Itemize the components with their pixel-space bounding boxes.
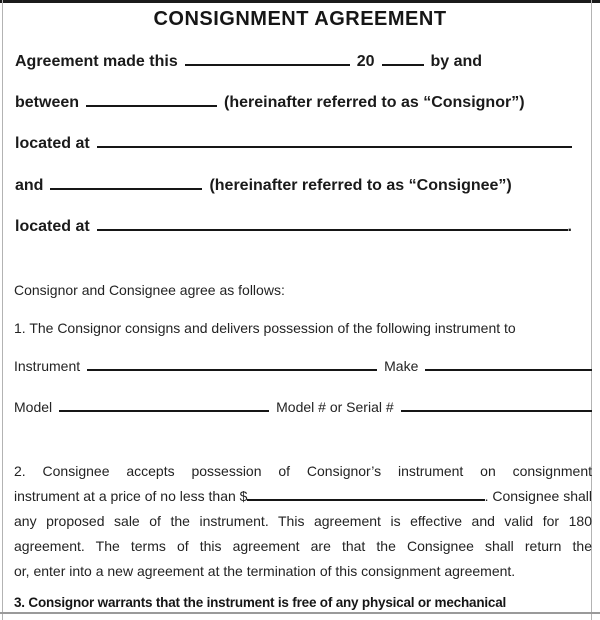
line-period: . xyxy=(567,218,572,235)
fill-blank-day-month xyxy=(185,64,350,66)
fill-blank-consignee-address xyxy=(97,229,568,231)
consignee-address-line xyxy=(15,217,572,237)
instrument-label: Instrument xyxy=(14,358,81,374)
instrument-make-row xyxy=(14,357,592,375)
make-label: Make xyxy=(384,358,419,374)
clause-2-line-5: or, enter into a new agreement at the termination of this consignment agreement. xyxy=(14,563,516,579)
consignor-address-line xyxy=(15,134,572,154)
agreement-date-text: Agreement made this xyxy=(15,53,178,70)
fill-blank-serial xyxy=(401,410,592,412)
fill-blank-make xyxy=(425,369,592,371)
between-text: between xyxy=(15,94,80,111)
year-prefix: 20 xyxy=(356,53,375,70)
clause-2-line-3: any proposed sale of the instrument. This agreement is effective and valid for 180 xyxy=(14,513,592,529)
fill-blank-instrument xyxy=(87,369,377,371)
agreement-date-line xyxy=(15,52,482,72)
located-at-text-1: located at xyxy=(15,135,90,152)
clause-3-text: 3. Consignor warrants that the instrument is free of any physical or mechanical xyxy=(14,595,507,610)
clause-2-line-2 xyxy=(14,487,592,505)
fill-blank-year xyxy=(382,64,424,66)
fill-blank-consignor-address xyxy=(97,146,572,148)
fill-blank-model xyxy=(59,410,269,412)
page-border-left xyxy=(2,0,3,620)
price-suffix-text: . Consignee shall xyxy=(484,488,592,504)
consignor-name-line xyxy=(15,93,525,113)
and-text: and xyxy=(15,177,44,194)
fill-blank-consignor-name xyxy=(86,105,217,107)
document-title: CONSIGNMENT AGREEMENT xyxy=(153,8,447,30)
model-serial-row xyxy=(14,398,592,416)
model-label: Model xyxy=(14,399,53,415)
clause-2-line-1: 2. Consignee accepts possession of Consignor’s instrument on consignment xyxy=(14,463,592,479)
price-prefix-text: instrument at a price of no less than $ xyxy=(14,488,248,504)
consignee-name-line xyxy=(15,176,512,196)
agree-as-follows-line: Consignor and Consignee agree as follows: xyxy=(14,282,285,298)
consignor-paren-text: (hereinafter referred to as “Consignor”) xyxy=(224,94,525,111)
fill-blank-price xyxy=(247,499,484,501)
located-at-text-2: located at xyxy=(15,218,90,235)
consignee-paren-text: (hereinafter referred to as “Consignee”) xyxy=(209,177,512,194)
page-border-top xyxy=(0,0,600,3)
fill-blank-consignee-name xyxy=(50,188,202,190)
clause-2-line-4: agreement. The terms of this agreement are that the Consignee shall return the xyxy=(14,538,592,554)
serial-label: Model # or Serial # xyxy=(276,399,394,415)
by-and-text: by and xyxy=(430,53,483,70)
clause-1-text: 1. The Consignor consigns and delivers possession of the following instrument to xyxy=(14,320,516,336)
page-border-bottom xyxy=(0,612,600,614)
